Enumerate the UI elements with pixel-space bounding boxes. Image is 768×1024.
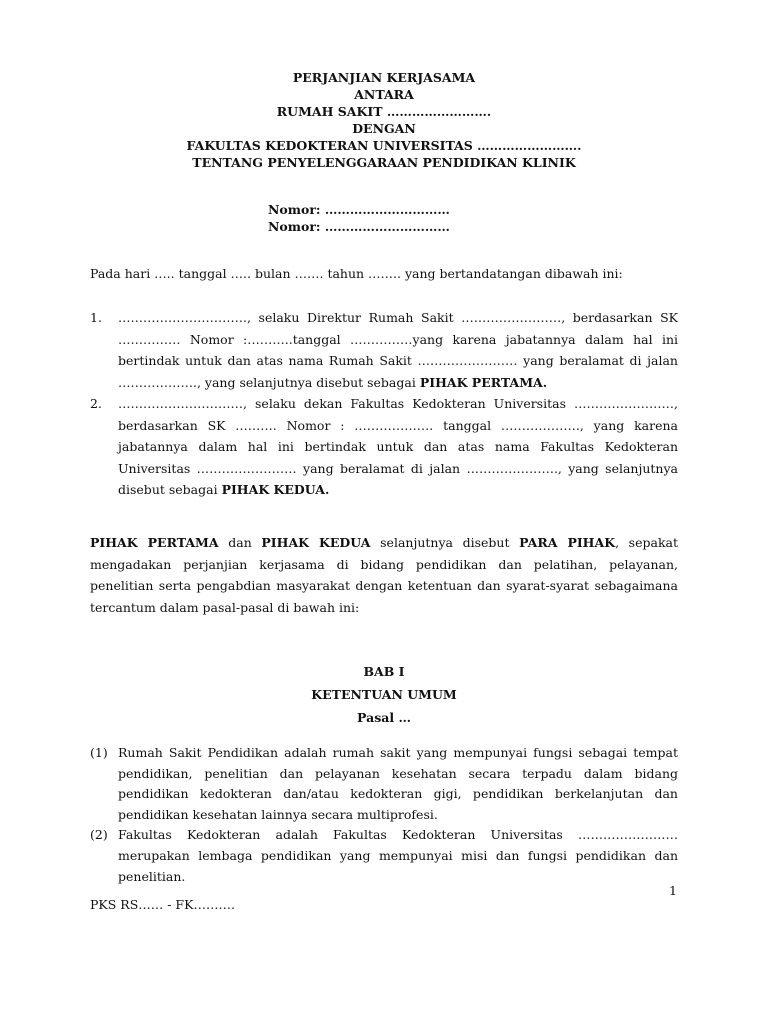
paragraph-text: selanjutnya disebut [370, 535, 520, 550]
nomor-line: Nomor: ………………………… [268, 219, 450, 234]
bold-term: PIHAK KEDUA [261, 535, 371, 550]
party-designation: PIHAK PERTAMA. [419, 374, 548, 390]
title-line: RUMAH SAKIT ……………………. [276, 104, 492, 119]
list-number: (2) [90, 827, 108, 843]
document-title [90, 69, 678, 171]
definition-list [90, 743, 678, 887]
title-line: FAKULTAS KEDOKTERAN UNIVERSITAS ……………………. [186, 138, 582, 153]
list-item [90, 307, 678, 393]
party-text [118, 393, 678, 501]
page-number: 1 [669, 883, 677, 898]
nomor-block [268, 201, 450, 235]
title-line: TENTANG PENYELENGGARAAN PENDIDIKAN KLINIK [192, 155, 576, 170]
party-description: …………………………, selaku dekan Fakultas Kedokteran Universitas ……………………, berdasarkan SK ………. Nomor : ………………. tanggal ………………., yang karena jabatannya dalam hal ini bertindak untuk dan atas nama Fakultas Kedokteran Universitas …………………… yang beralamat di jalan …………………., yang selanjutnya disebut sebagai [118, 396, 678, 497]
definition-text: Rumah Sakit Pendidikan adalah rumah sakit yang mempunyai fungsi sebagai tempat pendidikan, penelitian dan pelayanan kesehatan secara terpadu dalam bidang pendidikan kedokteran dan/atau kedokteran gigi, pendidikan berkelanjutan dan pendidikan kesehatan lainnya secara multiprofesi. [118, 745, 678, 822]
paragraph-text: dan [218, 535, 262, 550]
bold-term: PARA PIHAK [519, 535, 616, 550]
definition-text: Fakultas Kedokteran adalah Fakultas Kedokteran Universitas …………………… merupakan lembaga pendidikan yang mempunyai misi dan fungsi pendidikan dan penelitian. [118, 827, 678, 884]
list-number: (1) [90, 745, 108, 760]
agreement-paragraph [90, 532, 678, 618]
chapter-heading [90, 660, 678, 729]
party-description: …………………………., selaku Direktur Rumah Sakit ……………………, berdasarkan SK …………… Nomor :………..tanggal ……………yang karena jabatannya dalam hal ini bertindak untuk dan atas nama Rumah Sakit …………………… yang beralamat di jalan ………………., yang selanjutnya disebut sebagai [118, 310, 678, 390]
paragraph-text: , sepakat mengadakan perjanjian kerjasama di bidang pendidikan dan pelatihan, pelayanan, penelitian serta pengabdian masyarakat dengan ketentuan dan syarat-syarat sebagaimana tercantum dalam pasal-pasal di bawah ini: [90, 535, 678, 615]
party-designation: PIHAK KEDUA. [221, 482, 330, 497]
list-number: 1. [90, 310, 102, 325]
list-number: 2. [90, 396, 102, 411]
chapter-title: BAB I [363, 664, 405, 679]
list-item [90, 743, 678, 825]
article-title: Pasal … [357, 710, 411, 725]
party-text [118, 307, 678, 393]
list-item [90, 393, 678, 501]
title-line: DENGAN [352, 121, 416, 136]
nomor-line: Nomor: ………………………… [268, 202, 450, 217]
opening-paragraph: Pada hari ….. tanggal ….. bulan ……. tahun …….. yang bertandatangan dibawah ini: [90, 266, 623, 281]
bold-term: PIHAK PERTAMA [90, 535, 219, 550]
title-line: PERJANJIAN KERJASAMA [292, 70, 476, 85]
list-item [90, 825, 678, 887]
party-list [90, 307, 678, 501]
chapter-subtitle: KETENTUAN UMUM [311, 687, 457, 702]
page-footer: PKS RS…… - FK………. [90, 897, 235, 912]
title-line: ANTARA [354, 87, 414, 102]
